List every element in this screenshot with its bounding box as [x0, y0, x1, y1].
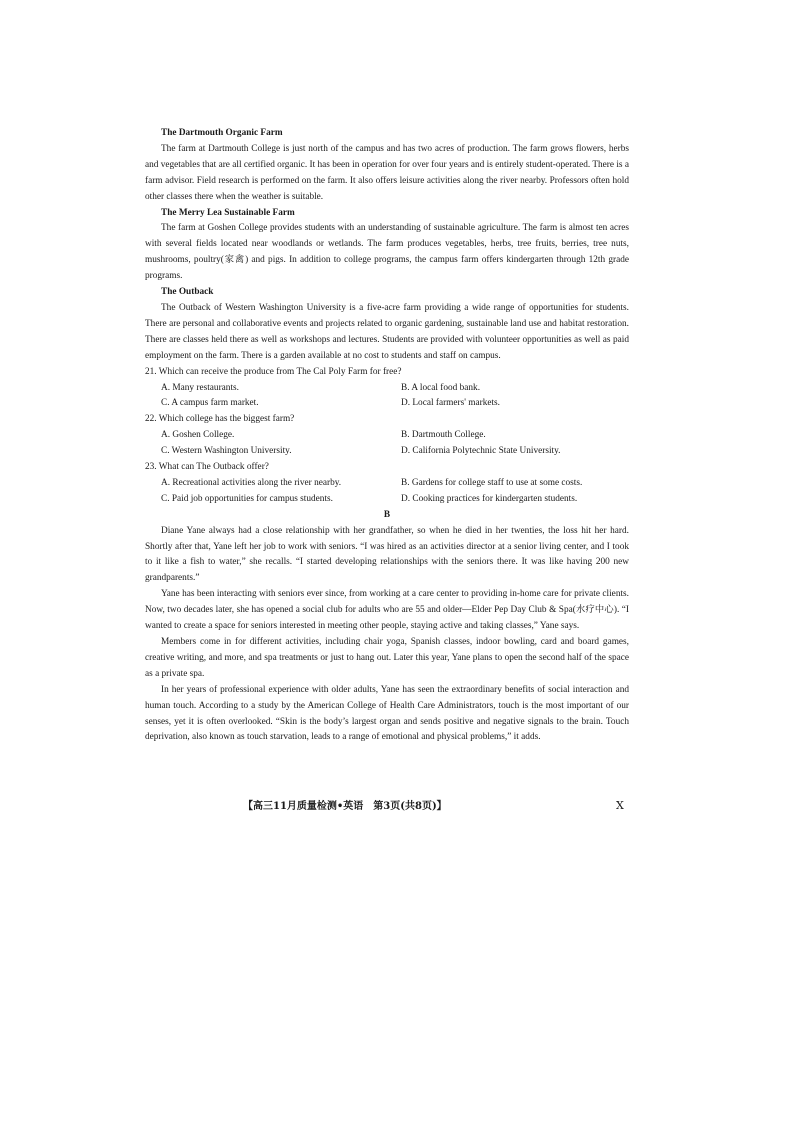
option-23-d: D. Cooking practices for kindergarten students. [401, 493, 578, 504]
option-21-b: B. A local food bank. [401, 382, 481, 393]
passage-b-paragraph-1: Diane Yane always had a close relationship with her grandfather, so when he died in her twenties, the loss hit her hard. Shortly after that, Yane left her job to work with seniors. “I was hired as an activities director at a senior living center, and I took to it like a fish to water,” she recalls. “I started developing relationships with the seniors there. It was like having 200 new grandparents.” [145, 525, 629, 584]
page-content [145, 126, 629, 746]
passage-b-paragraph-4: In her years of professional experience with older adults, Yane has seen the extraordinary benefits of social interaction and human touch. According to a study by the American College of Health Care Administrators, touch is the most important of our senses, yet it is often overlooked. “Skin is the body’s largest organ and sends positive and negative signals to the brain. Touch deprivation, also known as touch starvation, leads to a range of emotional and physical problems,” it adds. [145, 684, 629, 743]
option-21-d: D. Local farmers' markets. [401, 398, 500, 409]
question-23-stem: 23. What can The Outback offer? [145, 462, 269, 473]
option-22-b: B. Dartmouth College. [401, 430, 486, 441]
question-21-options [145, 381, 629, 413]
question-22-stem: 22. Which college has the biggest farm? [145, 414, 295, 425]
farm-heading-dartmouth: The Dartmouth Organic Farm [161, 128, 283, 138]
question-21-stem: 21. Which can receive the produce from The Cal Poly Farm for free? [145, 366, 402, 377]
passage-b-paragraph-2: Yane has been interacting with seniors ever since, from working at a care center to providing in-home care for private clients. Now, two decades later, she has opened a social club for adults who are 55 and older—Elder Pep Day Club & Spa(水疗中心). “I wanted to create a space for seniors interested in meeting other people, staying active and taking classes,” Yane says. [145, 589, 629, 632]
page-marker: X [616, 799, 624, 812]
option-21-c: C. A campus farm market. [161, 398, 259, 409]
farm-heading-outback: The Outback [161, 287, 214, 298]
farm-heading-merry-lea: The Merry Lea Sustainable Farm [161, 207, 295, 218]
farm-description-outback: The Outback of Western Washington University is a five-acre farm providing a wide range of opportunities for students. There are personal and collaborative events and projects related to organic gardening, sustainable land use and habitat restoration. There are classes held there as well as workshops and lectures. Students are provided with volunteer opportunities as well as paid employment on the farm. There is a garden available at no cost to students and staff on campus. [145, 302, 629, 361]
question-23-options [145, 476, 629, 508]
passage-b-paragraph-3: Members come in for different activities, including chair yoga, Spanish classes, indoor bowling, card and board games, creative writing, and more, and spa treatments or just to hang out. Later this year, Yane plans to open the second half of the space as a private spa. [145, 637, 629, 679]
farm-description-dartmouth: The farm at Dartmouth College is just north of the campus and has two acres of production. The farm grows flowers, herbs and vegetables that are all certified organic. It has been in operation for over four years and is entirely student-operated. There is a farm advisor. Field research is performed on the farm. It also offers leisure activities along the river nearby. Professors often hold other classes there when the weather is suitable. [145, 143, 629, 202]
section-label-b: B [383, 509, 391, 520]
option-21-a: A. Many restaurants. [161, 382, 239, 393]
page-footer: 【高三11月质量检测•英语 第3页(共8页)】 [243, 801, 447, 812]
option-22-a: A. Goshen College. [161, 430, 235, 441]
option-23-c: C. Paid job opportunities for campus students. [161, 493, 333, 504]
option-22-c: C. Western Washington University. [161, 446, 292, 457]
option-23-a: A. Recreational activities along the river nearby. [161, 477, 342, 488]
farm-description-merry-lea: The farm at Goshen College provides students with an understanding of sustainable agriculture. The farm is almost ten acres with several fields located near woodlands or wetlands. The farm produces vegetables, herbs, tree fruits, berries, tree nuts, mushrooms, poultry(家禽) and pigs. In addition to college programs, the campus farm offers kindergarten through 12th grade programs. [145, 223, 629, 282]
option-23-b: B. Gardens for college staff to use at some costs. [401, 477, 583, 488]
question-22-options [145, 428, 629, 460]
option-22-d: D. California Polytechnic State University. [401, 446, 561, 457]
